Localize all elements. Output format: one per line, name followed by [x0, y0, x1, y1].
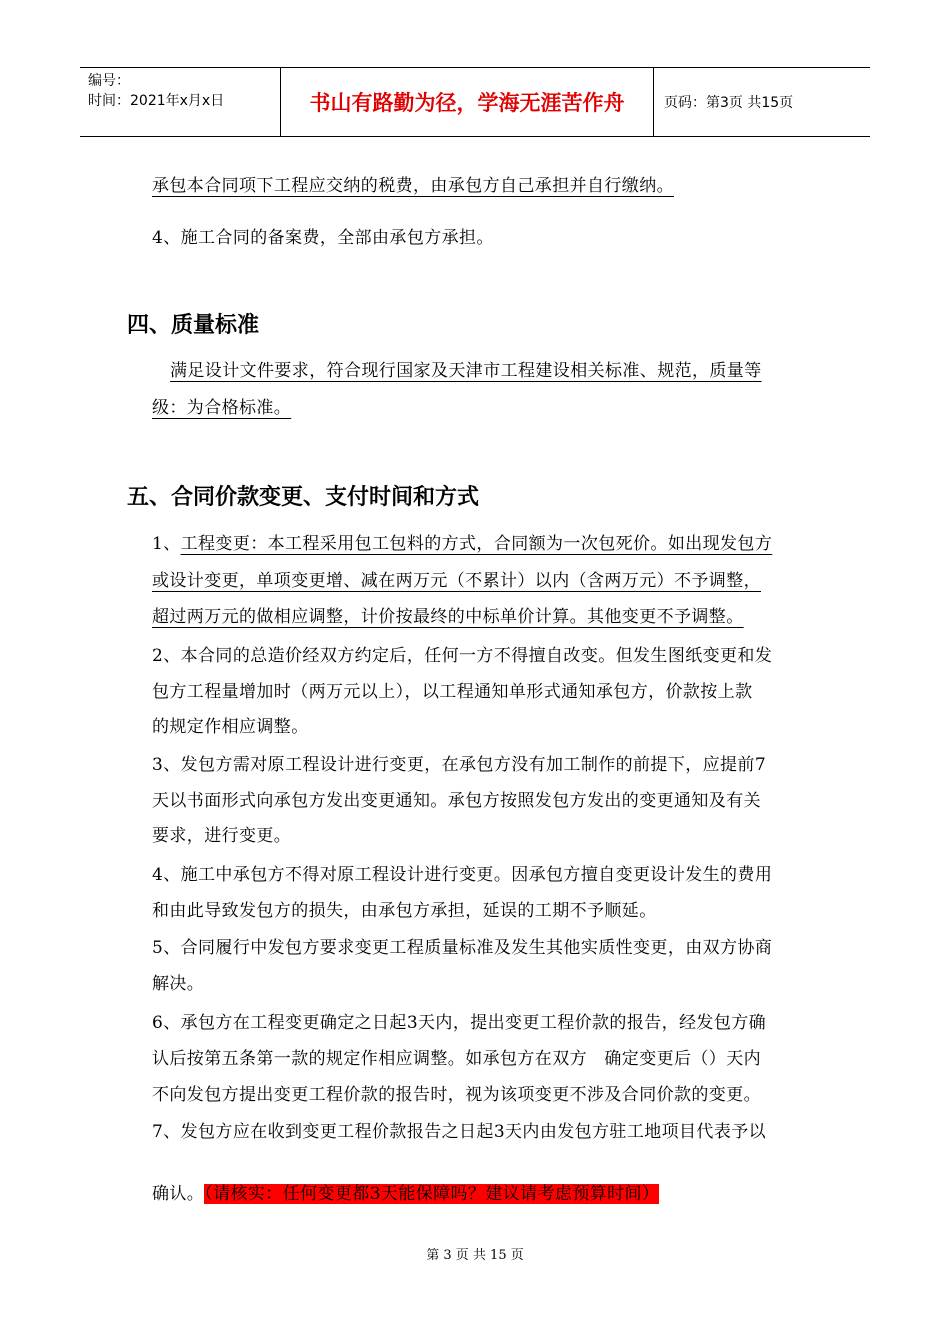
header-motto: 书山有路勤为径，学海无涯苦作舟 — [281, 68, 654, 136]
clause-1-line-2: 或设计变更，单项变更增、减在两万元（不累计）以内（含两万元）不予调整， — [152, 571, 761, 591]
filing-fee-paragraph: 4、施工合同的备案费，全部由承包方承担。 — [152, 228, 494, 248]
clause-1-number: 1、 — [152, 534, 181, 554]
clause-6-line-2: 认后按第五条第一款的规定作相应调整。如承包方在双方 确定变更后（）天内 — [152, 1049, 762, 1069]
clause-1-line-3: 超过两万元的做相应调整，计价按最终的中标单价计算。其他变更不予调整。 — [152, 607, 744, 627]
clause-2-line-1: 2、本合同的总造价经双方约定后，任何一方不得擅自改变。但发生图纸变更和发 — [152, 646, 773, 666]
clause-4-line-1: 4、施工中承包方不得对原工程设计进行变更。因承包方擅自变更设计发生的费用 — [152, 865, 773, 885]
clause-7-line-1: 7、发包方应在收到变更工程价款报告之日起3天内由发包方驻工地项目代表予以 — [152, 1122, 767, 1142]
clause-3-line-3: 要求，进行变更。 — [152, 826, 292, 846]
clause-6-line-3: 不向发包方提出变更工程价款的报告时，视为该项变更不涉及合同价款的变更。 — [152, 1085, 761, 1105]
clause-4-line-2: 和由此导致发包方的损失，由承包方承担，延误的工期不予顺延。 — [152, 901, 657, 921]
clause-1-text: 工程变更：本工程采用包工包料的方式，合同额为一次包死价。如出现发包方 — [180, 534, 773, 554]
clause-6-line-1: 6、承包方在工程变更确定之日起3天内，提出变更工程价款的报告，经发包方确 — [152, 1013, 767, 1033]
header-page-info: 页码：第3页 共15页 — [664, 95, 794, 111]
clause-2-line-2: 包方工程量增加时（两万元以上），以工程通知单形式通知承包方，价款按上款 — [152, 682, 753, 702]
page-footer: 第 3 页 共 15 页 — [426, 1248, 524, 1263]
page-header — [80, 67, 870, 137]
clause-7-confirm-text: 确认。 — [152, 1184, 205, 1204]
clause-3-line-2: 天以书面形式向承包方发出变更通知。承包方按照发包方发出的变更通知及有关 — [152, 791, 761, 811]
section-5-heading: 五、合同价款变更、支付时间和方式 — [127, 485, 480, 510]
review-note-highlight: （请核实：任何变更都3天能保障吗？建议请考虑预算时间） — [204, 1184, 660, 1204]
tax-paragraph: 承包本合同项下工程应交纳的税费，由承包方自己承担并自行缴纳。 — [152, 176, 674, 196]
clause-5-line-2: 解决。 — [152, 974, 205, 994]
section-4-heading: 四、质量标准 — [127, 313, 260, 338]
doc-time-label: 时间：2021年x月x日 — [88, 93, 225, 109]
clause-5-line-1: 5、合同履行中发包方要求变更工程质量标准及发生其他实质性变更，由双方协商 — [152, 938, 773, 958]
clause-7-line-2 — [152, 1183, 659, 1205]
header-meta — [80, 68, 281, 136]
clause-2-line-3: 的规定作相应调整。 — [152, 717, 309, 737]
quality-line-2: 级：为合格标准。 — [152, 398, 292, 418]
quality-line-1: 满足设计文件要求，符合现行国家及天津市工程建设相关标准、规范，质量等 — [170, 361, 762, 381]
clause-1-line-1 — [152, 533, 772, 555]
clause-3-line-1: 3、发包方需对原工程设计进行变更，在承包方没有加工制作的前提下，应提前7 — [152, 755, 767, 775]
doc-number-label: 编号： — [88, 73, 130, 89]
